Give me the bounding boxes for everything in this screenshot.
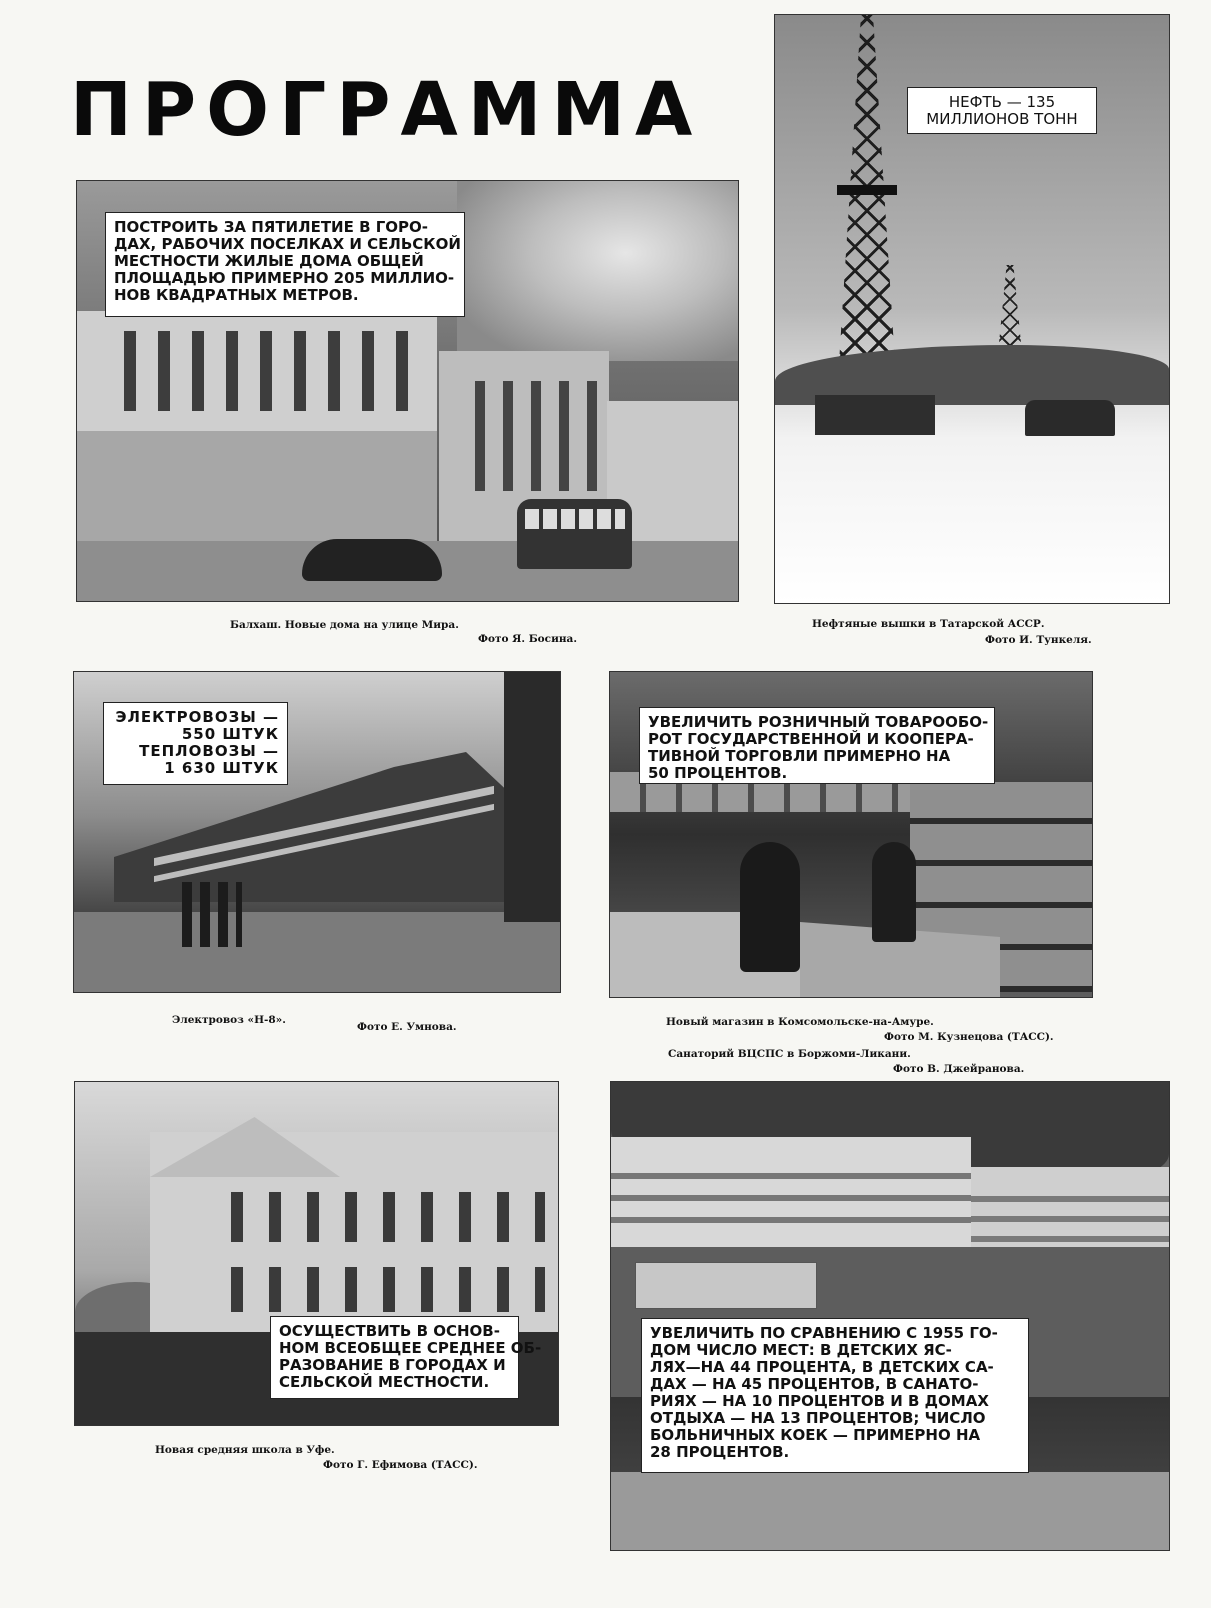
housing-text-line: ПЛОЩАДЬЮ ПРИМЕРНО 205 МИЛЛИО- — [114, 269, 455, 287]
sanatorium-credit: Фото В. Джейранова. — [893, 1063, 1025, 1075]
trade-text-line: ТИВНОЙ ТОРГОВЛИ ПРИМЕРНО НА — [648, 747, 951, 765]
locomotive-credit: Фото Е. Умнова. — [357, 1021, 457, 1033]
housing-text-line: ДАХ, РАБОЧИХ ПОСЕЛКАХ И СЕЛЬСКОЙ — [114, 235, 461, 253]
sanatorium-text-line: ЛЯХ—НА 44 ПРОЦЕНТА, В ДЕТСКИХ СА- — [650, 1358, 994, 1376]
sanatorium-text-line: УВЕЛИЧИТЬ ПО СРАВНЕНИЮ С 1955 ГО- — [650, 1324, 998, 1342]
sanatorium-text-line: РИЯХ — НА 10 ПРОЦЕНТОВ И В ДОМАХ — [650, 1392, 989, 1410]
locomotive-text-line: ТЕПЛОВОЗЫ — — [139, 742, 279, 760]
school-text-line: НОМ ВСЕОБЩЕЕ СРЕДНЕЕ ОБ- — [279, 1339, 542, 1357]
school-text-line: РАЗОВАНИЕ В ГОРОДАХ И — [279, 1356, 506, 1374]
sanatorium-text-line: ДАХ — НА 45 ПРОЦЕНТОВ, В САНАТО- — [650, 1375, 979, 1393]
housing-text-line: МЕСТНОСТИ ЖИЛЫЕ ДОМА ОБЩЕЙ — [114, 252, 424, 270]
trade-credit: Фото М. Кузнецова (ТАСС). — [884, 1031, 1054, 1043]
trade-text-line: УВЕЛИЧИТЬ РОЗНИЧНЫЙ ТОВАРООБО- — [648, 713, 989, 731]
trade-caption: Новый магазин в Комсомольске-на-Амуре. — [666, 1016, 934, 1028]
housing-credit: Фото Я. Босина. — [478, 633, 578, 645]
oil-caption: Нефтяные вышки в Татарской АССР. — [812, 618, 1045, 630]
trade-text-box — [639, 707, 995, 784]
oil-text-box — [907, 87, 1097, 134]
locomotive-text-line: 1 630 ШТУК — [164, 759, 279, 777]
locomotive-text-line: ЭЛЕКТРОВОЗЫ — — [115, 708, 279, 726]
oil-text-line: НЕФТЬ — 135 — [948, 93, 1056, 111]
sanatorium-text-box — [641, 1318, 1029, 1473]
trade-text-line: РОТ ГОСУДАРСТВЕННОЙ И КООПЕРА- — [648, 730, 974, 748]
sanatorium-text-line: ДОМ ЧИСЛО МЕСТ: В ДЕТСКИХ ЯС- — [650, 1341, 952, 1359]
sanatorium-photo — [610, 1081, 1170, 1551]
housing-caption: Балхаш. Новые дома на улице Мира. — [230, 619, 459, 631]
school-text-line: ОСУЩЕСТВИТЬ В ОСНОВ- — [279, 1322, 500, 1340]
school-text-line: СЕЛЬСКОЙ МЕСТНОСТИ. — [279, 1373, 490, 1391]
page-title: ПРОГРАММА — [70, 67, 703, 153]
sanatorium-text-line: 28 ПРОЦЕНТОВ. — [650, 1443, 790, 1461]
housing-text-box — [105, 212, 465, 317]
locomotive-caption: Электровоз «Н-8». — [172, 1014, 286, 1026]
sanatorium-caption: Санаторий ВЦСПС в Боржоми-Ликани. — [668, 1048, 911, 1060]
locomotive-text-line: 550 ШТУК — [181, 725, 279, 743]
trade-text-line: 50 ПРОЦЕНТОВ. — [648, 764, 788, 782]
housing-text-line: ПОСТРОИТЬ ЗА ПЯТИЛЕТИЕ В ГОРО- — [114, 218, 429, 236]
locomotive-text-box — [103, 702, 288, 785]
oil-credit: Фото И. Тункеля. — [985, 634, 1092, 646]
school-text-box — [270, 1316, 542, 1399]
housing-text-line: НОВ КВАДРАТНЫХ МЕТРОВ. — [114, 286, 359, 304]
sanatorium-text-line: БОЛЬНИЧНЫХ КОЕК — ПРИМЕРНО НА — [650, 1426, 981, 1444]
school-credit: Фото Г. Ефимова (ТАСС). — [323, 1459, 478, 1471]
school-caption: Новая средняя школа в Уфе. — [155, 1444, 335, 1456]
sanatorium-text-line: ОТДЫХА — НА 13 ПРОЦЕНТОВ; ЧИСЛО — [650, 1409, 986, 1427]
oil-text-line: МИЛЛИОНОВ ТОНН — [926, 110, 1078, 128]
